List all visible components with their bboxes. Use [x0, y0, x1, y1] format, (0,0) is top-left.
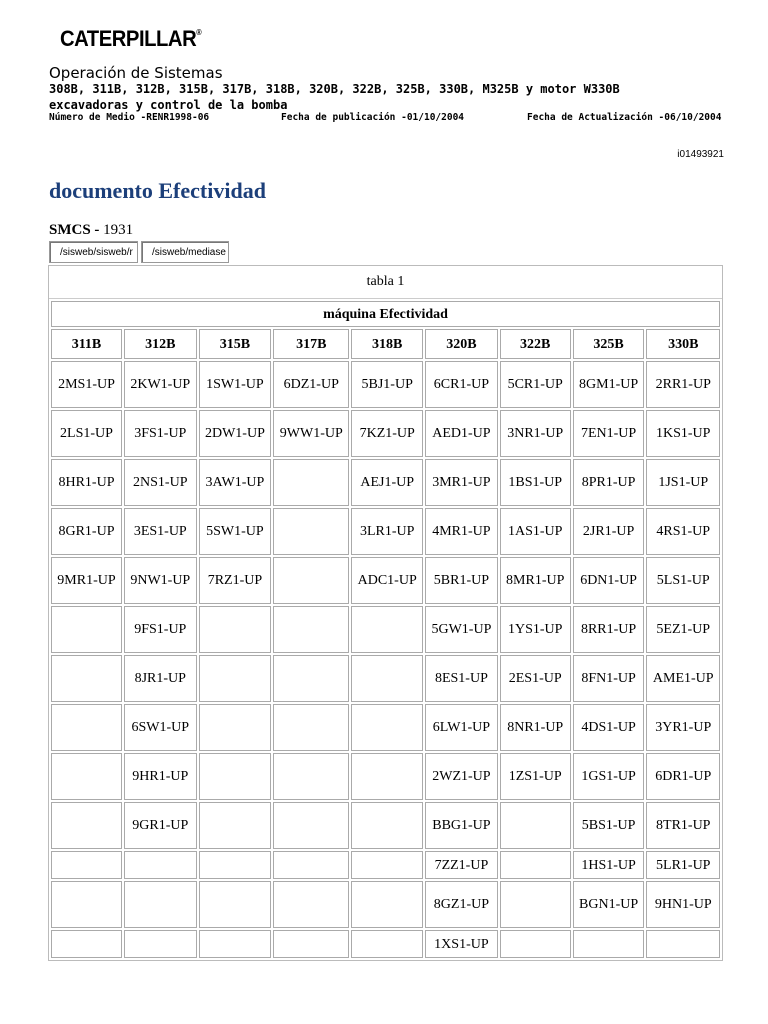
table-cell [351, 930, 423, 958]
table-cell [199, 930, 272, 958]
table-cell: 9HN1-UP [646, 881, 720, 928]
table-cell: 1YS1-UP [500, 606, 571, 653]
table-cell: 5SW1-UP [199, 508, 272, 555]
table-cell [273, 881, 349, 928]
table-cell [51, 881, 122, 928]
table-cell [573, 930, 645, 958]
table-row [51, 930, 720, 958]
table-cell: ADC1-UP [351, 557, 423, 604]
table-group-header-row [51, 301, 720, 327]
table-cell: 8JR1-UP [124, 655, 197, 702]
table-cell: 9WW1-UP [273, 410, 349, 457]
publication-date: Fecha de publicación -01/10/2004 [281, 112, 465, 123]
document-id: i01493921 [677, 149, 724, 160]
image-2-path: /sisweb/mediase [152, 247, 226, 258]
table-cell [351, 704, 423, 751]
table-cell: AEJ1-UP [351, 459, 423, 506]
document-models: 308B, 311B, 312B, 315B, 317B, 318B, 320B, 322B, 325B, 330B, M325B y motor W330B [49, 82, 620, 96]
table-cell [199, 655, 272, 702]
table-cell: 1SW1-UP [199, 361, 272, 408]
table-cell [273, 802, 349, 849]
table-cell: BGN1-UP [573, 881, 645, 928]
table-cell: 2JR1-UP [573, 508, 645, 555]
effectivity-table [49, 299, 722, 960]
broken-image-1[interactable] [49, 241, 138, 263]
table-cell: 1HS1-UP [573, 851, 645, 879]
table-cell: 7EN1-UP [573, 410, 645, 457]
table-cell: 5EZ1-UP [646, 606, 720, 653]
image-1-path: /sisweb/sisweb/r [60, 247, 133, 258]
table-cell: 2KW1-UP [124, 361, 197, 408]
table-group-header: máquina Efectividad [51, 301, 720, 327]
table-cell: 4RS1-UP [646, 508, 720, 555]
smcs-code [49, 222, 133, 239]
table-cell: 6DZ1-UP [273, 361, 349, 408]
table-row [51, 459, 720, 506]
table-cell: BBG1-UP [425, 802, 498, 849]
table-cell: 5BR1-UP [425, 557, 498, 604]
column-header: 317B [273, 329, 349, 359]
table-cell: 3FS1-UP [124, 410, 197, 457]
table-cell [199, 753, 272, 800]
table-cell [273, 851, 349, 879]
table-cell: 7KZ1-UP [351, 410, 423, 457]
table-cell: 3LR1-UP [351, 508, 423, 555]
table-cell: 5LS1-UP [646, 557, 720, 604]
table-cell [351, 881, 423, 928]
table-row [51, 851, 720, 879]
table-cell [351, 606, 423, 653]
table-cell: 6SW1-UP [124, 704, 197, 751]
table-cell: 5LR1-UP [646, 851, 720, 879]
table-cell: 4DS1-UP [573, 704, 645, 751]
table-row [51, 410, 720, 457]
table-cell: 9HR1-UP [124, 753, 197, 800]
table-row [51, 606, 720, 653]
table-cell [351, 753, 423, 800]
table-cell: 9GR1-UP [124, 802, 197, 849]
column-header: 325B [573, 329, 645, 359]
caterpillar-logo [60, 26, 201, 52]
table-cell: 8TR1-UP [646, 802, 720, 849]
table-cell: AED1-UP [425, 410, 498, 457]
table-cell: 5BJ1-UP [351, 361, 423, 408]
table-cell [199, 606, 272, 653]
table-cell: AME1-UP [646, 655, 720, 702]
table-cell: 8FN1-UP [573, 655, 645, 702]
column-header: 322B [500, 329, 571, 359]
logo-text: CATERPILLAR [60, 26, 197, 51]
effectivity-table-container [48, 265, 723, 961]
table-cell: 8RR1-UP [573, 606, 645, 653]
table-cell: 9FS1-UP [124, 606, 197, 653]
table-cell: 3ES1-UP [124, 508, 197, 555]
table-row [51, 881, 720, 928]
table-cell: 8MR1-UP [500, 557, 571, 604]
table-cell [124, 851, 197, 879]
table-cell: 1JS1-UP [646, 459, 720, 506]
table-cell [51, 851, 122, 879]
table-cell [51, 930, 122, 958]
table-body [51, 361, 720, 958]
table-cell: 3MR1-UP [425, 459, 498, 506]
table-cell: 2NS1-UP [124, 459, 197, 506]
table-cell: 6DR1-UP [646, 753, 720, 800]
table-cell: 7RZ1-UP [199, 557, 272, 604]
table-cell: 2WZ1-UP [425, 753, 498, 800]
broken-image-2[interactable] [141, 241, 229, 263]
column-header: 330B [646, 329, 720, 359]
table-row [51, 704, 720, 751]
table-cell [273, 606, 349, 653]
table-cell: 5CR1-UP [500, 361, 571, 408]
table-row [51, 655, 720, 702]
table-caption: tabla 1 [49, 266, 722, 299]
table-cell: 5GW1-UP [425, 606, 498, 653]
table-cell [500, 851, 571, 879]
table-cell [273, 704, 349, 751]
media-number: Número de Medio -RENR1998-06 [49, 112, 210, 123]
column-header: 318B [351, 329, 423, 359]
table-cell: 1AS1-UP [500, 508, 571, 555]
table-cell: 8GZ1-UP [425, 881, 498, 928]
table-cell [500, 802, 571, 849]
table-cell [51, 802, 122, 849]
table-cell: 2MS1-UP [51, 361, 122, 408]
table-cell: 2ES1-UP [500, 655, 571, 702]
table-cell [273, 557, 349, 604]
column-header: 312B [124, 329, 197, 359]
table-column-header-row [51, 329, 720, 359]
table-cell: 8GR1-UP [51, 508, 122, 555]
table-cell: 1ZS1-UP [500, 753, 571, 800]
update-date: Fecha de Actualización -06/10/2004 [527, 112, 722, 123]
table-cell [199, 802, 272, 849]
table-cell: 2LS1-UP [51, 410, 122, 457]
table-cell [500, 881, 571, 928]
table-cell: 6DN1-UP [573, 557, 645, 604]
table-cell: 1GS1-UP [573, 753, 645, 800]
table-row [51, 557, 720, 604]
table-row [51, 508, 720, 555]
table-cell [273, 930, 349, 958]
smcs-label: SMCS - [49, 222, 100, 238]
table-cell: 1XS1-UP [425, 930, 498, 958]
table-cell: 4MR1-UP [425, 508, 498, 555]
table-cell [124, 930, 197, 958]
table-cell [351, 802, 423, 849]
table-cell [500, 930, 571, 958]
table-cell [273, 459, 349, 506]
table-cell: 1BS1-UP [500, 459, 571, 506]
table-cell [51, 606, 122, 653]
document-title: Operación de Sistemas [49, 64, 223, 82]
table-cell: 8NR1-UP [500, 704, 571, 751]
table-cell [351, 851, 423, 879]
table-cell [51, 753, 122, 800]
table-cell: 1KS1-UP [646, 410, 720, 457]
table-cell: 9MR1-UP [51, 557, 122, 604]
column-header: 311B [51, 329, 122, 359]
table-cell [51, 704, 122, 751]
table-row [51, 753, 720, 800]
table-cell: 6CR1-UP [425, 361, 498, 408]
smcs-value: 1931 [103, 222, 134, 238]
section-heading: documento Efectividad [49, 178, 266, 203]
table-cell: 3AW1-UP [199, 459, 272, 506]
table-cell: 6LW1-UP [425, 704, 498, 751]
table-cell: 7ZZ1-UP [425, 851, 498, 879]
table-cell [351, 655, 423, 702]
column-header: 320B [425, 329, 498, 359]
table-cell: 2RR1-UP [646, 361, 720, 408]
table-cell [273, 753, 349, 800]
table-cell: 5BS1-UP [573, 802, 645, 849]
table-cell [646, 930, 720, 958]
table-row [51, 802, 720, 849]
table-cell: 2DW1-UP [199, 410, 272, 457]
table-cell [51, 655, 122, 702]
table-cell [124, 881, 197, 928]
document-subtitle: excavadoras y control de la bomba [49, 98, 288, 112]
table-cell [199, 851, 272, 879]
logo-registered-mark: ® [196, 28, 202, 37]
table-cell: 8GM1-UP [573, 361, 645, 408]
table-cell [199, 881, 272, 928]
table-cell [199, 704, 272, 751]
column-header: 315B [199, 329, 272, 359]
table-cell: 9NW1-UP [124, 557, 197, 604]
table-cell: 3YR1-UP [646, 704, 720, 751]
table-cell: 8PR1-UP [573, 459, 645, 506]
table-row [51, 361, 720, 408]
table-cell: 8ES1-UP [425, 655, 498, 702]
table-cell: 8HR1-UP [51, 459, 122, 506]
table-cell [273, 655, 349, 702]
table-cell [273, 508, 349, 555]
table-cell: 3NR1-UP [500, 410, 571, 457]
